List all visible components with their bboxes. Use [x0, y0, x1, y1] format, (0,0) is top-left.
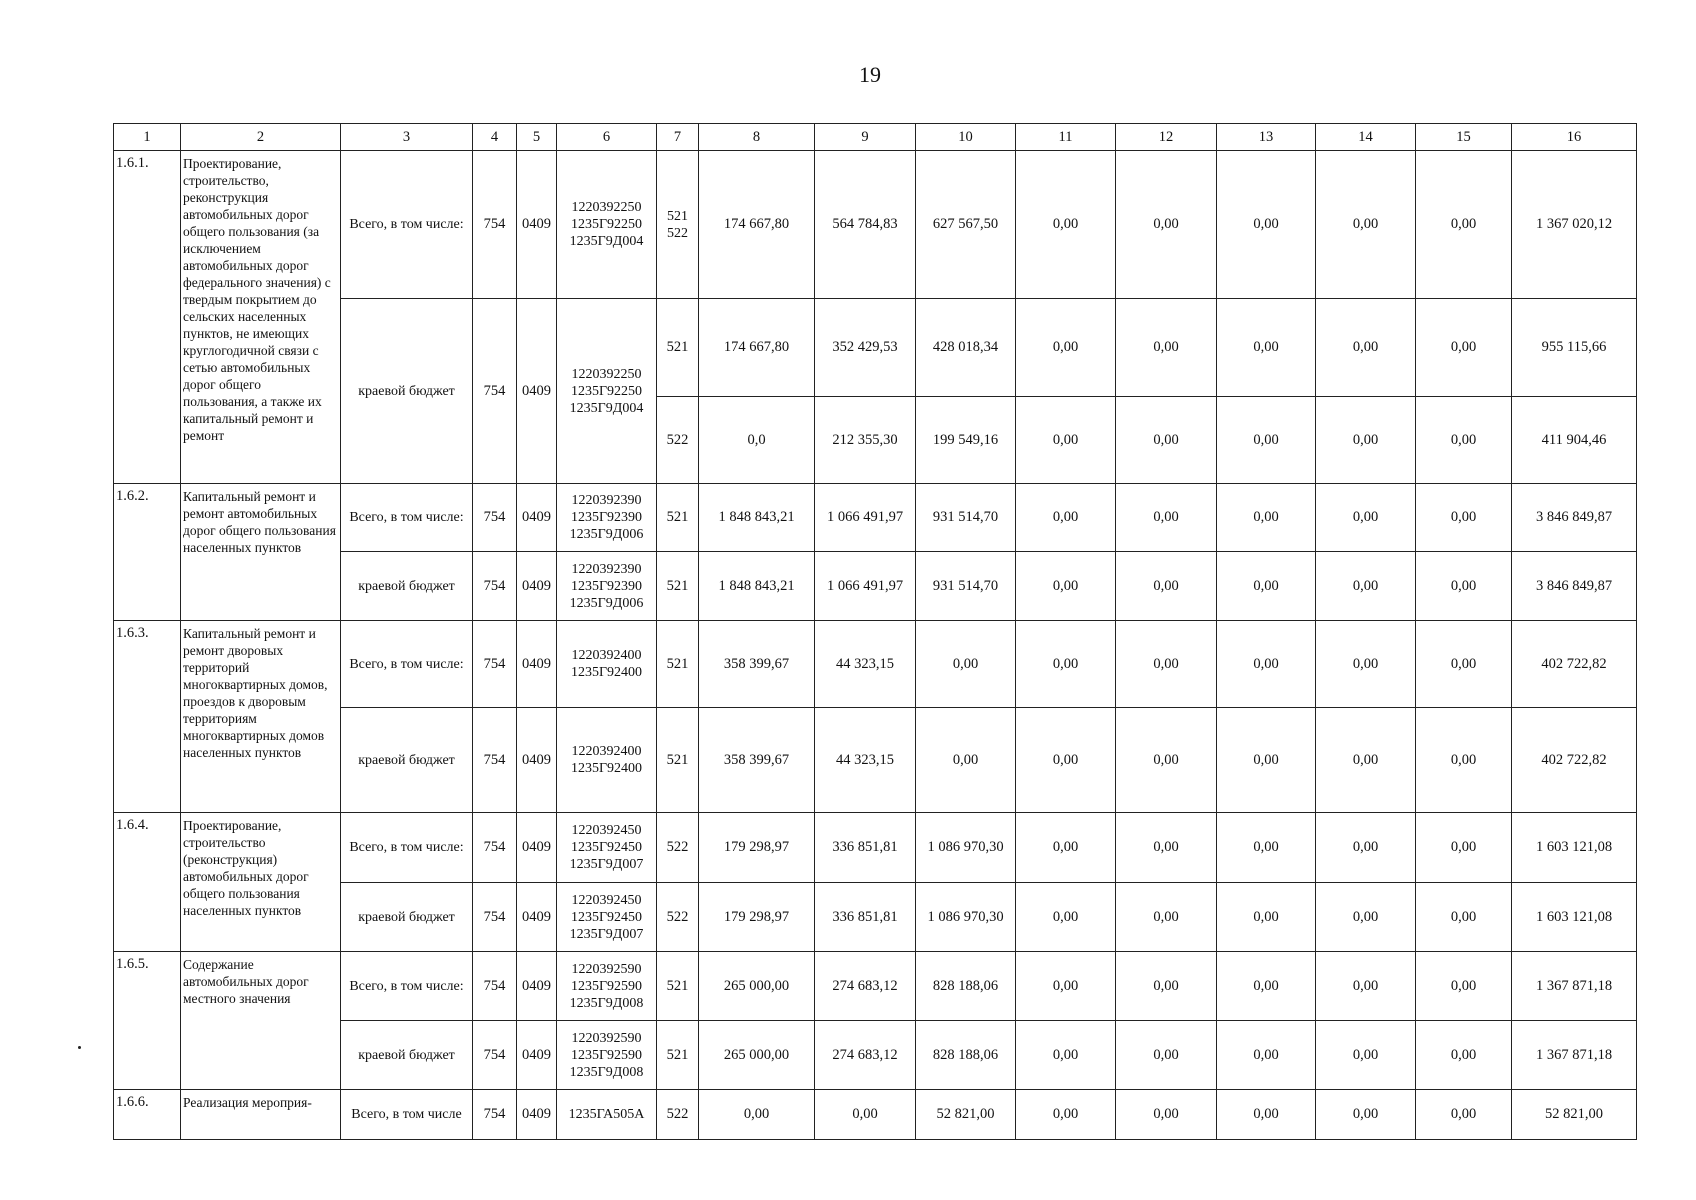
cell-value: 44 323,15 [815, 621, 916, 708]
cell-value: 0,00 [1016, 813, 1116, 883]
col-header: 2 [181, 124, 341, 151]
cell-value: 44 323,15 [815, 708, 916, 813]
row-number: 1.6.5. [114, 952, 181, 1090]
cell-value: 0,00 [1217, 952, 1316, 1021]
scan-speck [78, 1046, 81, 1049]
cell-c5: 0409 [517, 952, 557, 1021]
cell-value: 0,00 [1316, 1090, 1416, 1140]
cell-c5: 0409 [517, 883, 557, 952]
row-number: 1.6.3. [114, 621, 181, 813]
cell-value: 179 298,97 [699, 813, 815, 883]
cell-c7: 522 [657, 813, 699, 883]
cell-value: 828 188,06 [916, 1021, 1016, 1090]
cell-c6: 1220392450 1235Г92450 1235Г9Д007 [557, 813, 657, 883]
col-header: 15 [1416, 124, 1512, 151]
cell-value: 0,00 [1316, 299, 1416, 397]
col-header: 10 [916, 124, 1016, 151]
cell-c5: 0409 [517, 484, 557, 552]
cell-value: 1 848 843,21 [699, 552, 815, 621]
cell-value: 0,00 [1116, 952, 1217, 1021]
cell-value: 0,00 [1116, 708, 1217, 813]
cell-c4: 754 [473, 1021, 517, 1090]
funding-source: Всего, в том числе: [341, 151, 473, 299]
cell-c4: 754 [473, 552, 517, 621]
cell-value: 0,00 [1316, 552, 1416, 621]
cell-value: 0,00 [1416, 621, 1512, 708]
cell-c6: 1220392250 1235Г92250 1235Г9Д004 [557, 151, 657, 299]
col-header: 14 [1316, 124, 1416, 151]
cell-value: 0,00 [1416, 1021, 1512, 1090]
cell-c6: 1220392250 1235Г92250 1235Г9Д004 [557, 299, 657, 484]
cell-value: 0,00 [1217, 552, 1316, 621]
cell-c6: 1235ГА505А [557, 1090, 657, 1140]
cell-c4: 754 [473, 484, 517, 552]
cell-c7: 521 [657, 552, 699, 621]
table-row [114, 952, 1637, 1021]
cell-c5: 0409 [517, 708, 557, 813]
col-header: 6 [557, 124, 657, 151]
cell-value: 358 399,67 [699, 621, 815, 708]
cell-c4: 754 [473, 952, 517, 1021]
cell-value: 0,00 [1217, 151, 1316, 299]
row-title: Проектирование, строительство, реконструкция автомобильных дорог общего пользования (за исключением автомобильных дорог федерального значения) с твердым покрытием до сельских населенных пунктов, не имеющих круглогодичной связи с сетью автомобильных дорог общего пользования, а также их капитальный ремонт и ремонт [181, 151, 341, 484]
col-header: 8 [699, 124, 815, 151]
cell-value: 265 000,00 [699, 1021, 815, 1090]
cell-value: 3 846 849,87 [1512, 484, 1637, 552]
cell-c5: 0409 [517, 299, 557, 484]
cell-value: 179 298,97 [699, 883, 815, 952]
cell-value: 0,00 [1316, 484, 1416, 552]
table-row [114, 484, 1637, 552]
cell-value: 0,00 [1116, 484, 1217, 552]
cell-value: 0,00 [1316, 952, 1416, 1021]
table-row [114, 621, 1637, 708]
cell-value: 336 851,81 [815, 813, 916, 883]
cell-value: 0,00 [1016, 151, 1116, 299]
cell-c6: 1220392590 1235Г92590 1235Г9Д008 [557, 1021, 657, 1090]
cell-value: 0,00 [1316, 621, 1416, 708]
cell-value: 0,00 [1416, 484, 1512, 552]
cell-value: 358 399,67 [699, 708, 815, 813]
cell-value: 0,00 [1316, 1021, 1416, 1090]
cell-value: 0,00 [1416, 397, 1512, 484]
row-title: Капитальный ремонт и ремонт дворовых территорий многоквартирных домов, проездов к дворовым территориям многоквартирных домов населенных пунктов [181, 621, 341, 813]
cell-c7: 521 [657, 484, 699, 552]
cell-c4: 754 [473, 299, 517, 484]
table-row [114, 813, 1637, 883]
cell-value: 1 603 121,08 [1512, 883, 1637, 952]
cell-value: 411 904,46 [1512, 397, 1637, 484]
cell-value: 0,00 [1116, 1021, 1217, 1090]
cell-c7: 521 [657, 299, 699, 397]
cell-value: 0,00 [1016, 952, 1116, 1021]
cell-value: 0,00 [1217, 1090, 1316, 1140]
cell-value: 0,00 [1316, 397, 1416, 484]
col-header: 11 [1016, 124, 1116, 151]
col-header: 7 [657, 124, 699, 151]
row-title: Проектирование, строительство (реконструкция) автомобильных дорог общего пользования населенных пунктов [181, 813, 341, 952]
cell-value: 0,00 [1217, 1021, 1316, 1090]
cell-c5: 0409 [517, 813, 557, 883]
table-row [114, 299, 1637, 397]
cell-value: 1 603 121,08 [1512, 813, 1637, 883]
row-number: 1.6.1. [114, 151, 181, 484]
cell-c6: 1220392390 1235Г92390 1235Г9Д006 [557, 484, 657, 552]
cell-c5: 0409 [517, 552, 557, 621]
cell-value: 0,00 [1217, 397, 1316, 484]
cell-value: 0,00 [1316, 708, 1416, 813]
cell-value: 0,00 [1217, 621, 1316, 708]
cell-value: 0,0 [699, 397, 815, 484]
cell-value: 52 821,00 [916, 1090, 1016, 1140]
cell-c7: 521 522 [657, 151, 699, 299]
cell-value: 0,00 [1217, 883, 1316, 952]
cell-value: 274 683,12 [815, 1021, 916, 1090]
table-row [114, 883, 1637, 952]
cell-c7: 521 [657, 1021, 699, 1090]
cell-c4: 754 [473, 813, 517, 883]
cell-value: 627 567,50 [916, 151, 1016, 299]
cell-c4: 754 [473, 883, 517, 952]
row-number: 1.6.4. [114, 813, 181, 952]
cell-value: 1 848 843,21 [699, 484, 815, 552]
cell-value: 0,00 [1116, 299, 1217, 397]
cell-value: 274 683,12 [815, 952, 916, 1021]
funding-source: Всего, в том числе: [341, 952, 473, 1021]
row-number: 1.6.6. [114, 1090, 181, 1140]
cell-value: 1 066 491,97 [815, 484, 916, 552]
cell-c6: 1220392390 1235Г92390 1235Г9Д006 [557, 552, 657, 621]
row-title: Реализация мероприя- [181, 1090, 341, 1140]
cell-c4: 754 [473, 1090, 517, 1140]
cell-value: 0,00 [1016, 484, 1116, 552]
cell-value: 0,00 [1016, 621, 1116, 708]
cell-value: 0,00 [1116, 883, 1217, 952]
cell-c6: 1220392400 1235Г92400 [557, 708, 657, 813]
page-number: 19 [859, 62, 881, 87]
funding-source: краевой бюджет [341, 883, 473, 952]
cell-value: 0,00 [1116, 397, 1217, 484]
funding-source: Всего, в том числе: [341, 621, 473, 708]
cell-value: 174 667,80 [699, 299, 815, 397]
budget-table [113, 123, 1637, 1140]
cell-value: 0,00 [815, 1090, 916, 1140]
row-title: Содержание автомобильных дорог местного значения [181, 952, 341, 1090]
funding-source: Всего, в том числе: [341, 484, 473, 552]
cell-c5: 0409 [517, 151, 557, 299]
col-header: 1 [114, 124, 181, 151]
table-row [114, 1090, 1637, 1140]
cell-value: 0,00 [1116, 552, 1217, 621]
cell-value: 0,00 [699, 1090, 815, 1140]
cell-value: 402 722,82 [1512, 708, 1637, 813]
cell-value: 265 000,00 [699, 952, 815, 1021]
cell-value: 0,00 [1416, 1090, 1512, 1140]
col-header: 5 [517, 124, 557, 151]
cell-value: 0,00 [1416, 552, 1512, 621]
cell-value: 0,00 [1316, 883, 1416, 952]
funding-source: Всего, в том числе: [341, 813, 473, 883]
table-header [114, 124, 1637, 151]
cell-value: 0,00 [1416, 299, 1512, 397]
cell-value: 0,00 [1416, 708, 1512, 813]
cell-value: 0,00 [1116, 621, 1217, 708]
cell-value: 0,00 [1217, 484, 1316, 552]
cell-value: 0,00 [1016, 299, 1116, 397]
table-row [114, 151, 1637, 299]
cell-c4: 754 [473, 621, 517, 708]
table-row [114, 1021, 1637, 1090]
cell-value: 1 367 871,18 [1512, 1021, 1637, 1090]
cell-value: 0,00 [1016, 397, 1116, 484]
cell-value: 174 667,80 [699, 151, 815, 299]
col-header: 9 [815, 124, 916, 151]
cell-value: 1 367 871,18 [1512, 952, 1637, 1021]
table-row [114, 552, 1637, 621]
cell-value: 428 018,34 [916, 299, 1016, 397]
cell-value: 1 066 491,97 [815, 552, 916, 621]
cell-c7: 521 [657, 708, 699, 813]
cell-value: 3 846 849,87 [1512, 552, 1637, 621]
row-number: 1.6.2. [114, 484, 181, 621]
cell-c6: 1220392400 1235Г92400 [557, 621, 657, 708]
cell-value: 0,00 [916, 708, 1016, 813]
cell-value: 402 722,82 [1512, 621, 1637, 708]
cell-c7: 521 [657, 952, 699, 1021]
cell-value: 0,00 [1217, 299, 1316, 397]
cell-value: 564 784,83 [815, 151, 916, 299]
cell-value: 0,00 [1116, 813, 1217, 883]
cell-c5: 0409 [517, 1021, 557, 1090]
cell-value: 1 086 970,30 [916, 813, 1016, 883]
cell-value: 0,00 [1316, 813, 1416, 883]
cell-value: 0,00 [1416, 813, 1512, 883]
cell-c4: 754 [473, 151, 517, 299]
cell-value: 828 188,06 [916, 952, 1016, 1021]
cell-c5: 0409 [517, 621, 557, 708]
row-title: Капитальный ремонт и ремонт автомобильных дорог общего пользования населенных пунктов [181, 484, 341, 621]
col-header: 4 [473, 124, 517, 151]
cell-value: 0,00 [1016, 552, 1116, 621]
cell-c4: 754 [473, 708, 517, 813]
cell-value: 0,00 [1116, 1090, 1217, 1140]
col-header: 3 [341, 124, 473, 151]
cell-value: 955 115,66 [1512, 299, 1637, 397]
cell-c7: 522 [657, 1090, 699, 1140]
cell-value: 0,00 [1416, 952, 1512, 1021]
cell-value: 0,00 [1016, 883, 1116, 952]
col-header: 12 [1116, 124, 1217, 151]
cell-c5: 0409 [517, 1090, 557, 1140]
cell-value: 0,00 [1016, 1090, 1116, 1140]
cell-c6: 1220392450 1235Г92450 1235Г9Д007 [557, 883, 657, 952]
cell-value: 352 429,53 [815, 299, 916, 397]
cell-value: 0,00 [1217, 813, 1316, 883]
cell-value: 0,00 [1116, 151, 1217, 299]
cell-value: 336 851,81 [815, 883, 916, 952]
cell-value: 1 086 970,30 [916, 883, 1016, 952]
cell-value: 931 514,70 [916, 552, 1016, 621]
funding-source: краевой бюджет [341, 552, 473, 621]
cell-value: 212 355,30 [815, 397, 916, 484]
cell-value: 199 549,16 [916, 397, 1016, 484]
cell-value: 0,00 [1016, 708, 1116, 813]
cell-value: 0,00 [1217, 708, 1316, 813]
col-header: 13 [1217, 124, 1316, 151]
funding-source: Всего, в том числе [341, 1090, 473, 1140]
funding-source: краевой бюджет [341, 1021, 473, 1090]
cell-value: 52 821,00 [1512, 1090, 1637, 1140]
cell-value: 0,00 [1316, 151, 1416, 299]
cell-c7: 521 [657, 621, 699, 708]
cell-value: 1 367 020,12 [1512, 151, 1637, 299]
column-number-row [114, 124, 1637, 151]
cell-value: 0,00 [916, 621, 1016, 708]
cell-value: 931 514,70 [916, 484, 1016, 552]
cell-c7: 522 [657, 397, 699, 484]
cell-value: 0,00 [1016, 1021, 1116, 1090]
cell-value: 0,00 [1416, 151, 1512, 299]
cell-c6: 1220392590 1235Г92590 1235Г9Д008 [557, 952, 657, 1021]
col-header: 16 [1512, 124, 1637, 151]
funding-source: краевой бюджет [341, 708, 473, 813]
funding-source: краевой бюджет [341, 299, 473, 484]
table-row [114, 708, 1637, 813]
cell-c7: 522 [657, 883, 699, 952]
cell-value: 0,00 [1416, 883, 1512, 952]
